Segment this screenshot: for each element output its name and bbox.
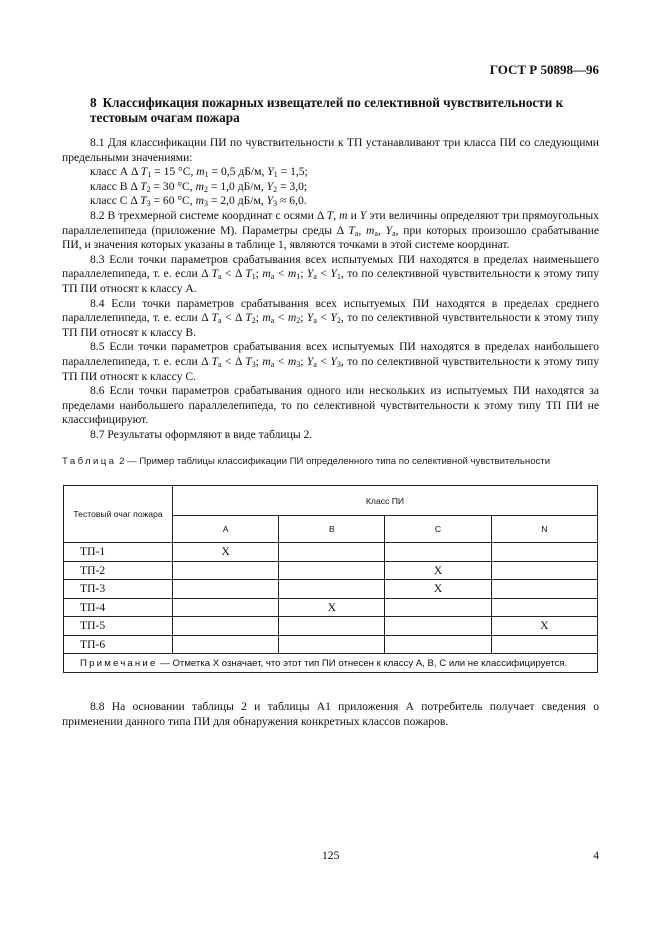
- section-title: Классификация пожарных извещателей по селективной чувствительности к тестовым очагам пожара: [90, 95, 564, 125]
- mark-cell: Х: [385, 561, 491, 580]
- paragraph-8-6: 8.6 Если точки параметров срабатывания одного или нескольких из испытуемых ПИ находятся за пределами наибольшего параллелепипеда, то по селективной чувствительности к этому типу ТП ПИ не классифицируют.: [62, 384, 599, 427]
- mark-cell: Х: [173, 543, 279, 562]
- fire-cell: ТП-1: [64, 543, 173, 562]
- mark-cell: [385, 617, 491, 636]
- mark-cell: [173, 617, 279, 636]
- mark-cell: [279, 580, 385, 599]
- mark-cell: [491, 635, 597, 654]
- mark-cell: [491, 580, 597, 599]
- closing-section: [62, 700, 599, 729]
- paragraph-8-1: 8.1 Для классификации ПИ по чувствительности к ТП устанавливают три класса ПИ со следующими предельными значениями:: [62, 136, 599, 164]
- table-row: [64, 580, 598, 599]
- classification-table: [63, 485, 598, 673]
- class-a-limits: класс А Δ $T_1 = 15$ °С, $m_1 = 0,5$ дБ/м, $Y_1 = 1,5$;: [90, 165, 308, 180]
- mark-cell: [491, 561, 597, 580]
- class-c-limits: класс С Δ $T_3 = 60$ °С, $m_3 = 2,0$ дБ/м, $Y_3 \approx 6,0$.: [90, 194, 307, 209]
- mark-cell: [385, 543, 491, 562]
- row-header-fire: Тестовый очаг пожара: [64, 486, 173, 543]
- mark-cell: [385, 598, 491, 617]
- column-header-a: А: [173, 516, 279, 543]
- paragraph-8-5: 8.5 Если точки параметров срабатывания всех испытуемых ПИ находятся в пределах наибольшего параллелепипеда, т. е. если Δ $T_a < \Delta$ $T_3$; $m_a < m_3$; $Y_a < Y_3$, то по селективной чувствительности к этому типу ТП ПИ относят к классу С.: [62, 340, 599, 383]
- table-note-row: [64, 654, 598, 673]
- note-label: Примечание: [80, 657, 158, 669]
- paragraph-8-4: 8.4 Если точки параметров срабатывания всех испытуемых ПИ находятся в пределах среднего параллелепипеда, т. е. если Δ $T_a < \Delta$ $T_2$; $m_a < m_2$; $Y_a < Y_2$, то по селективной чувствительности к этому типу ТП ПИ относят к классу В.: [62, 296, 599, 339]
- table-caption: [62, 456, 582, 468]
- mark-cell: [385, 635, 491, 654]
- table-row: [64, 543, 598, 562]
- mark-cell: [491, 543, 597, 562]
- mark-cell: [279, 561, 385, 580]
- table-row: [64, 561, 598, 580]
- paragraph-8-3: 8.3 Если точки параметров срабатывания всех испытуемых ПИ находятся в пределах наименьшего параллелепипеда, т. е. если Δ $T_a < \Delta$ $T_1$; $m_a < m_1$; $Y_a < Y_1$, то по селективной чувствительности к этому типу ТП ПИ относят к классу А.: [62, 252, 599, 295]
- paragraph-8-8: 8.8 На основании таблицы 2 и таблицы А1 приложения А потребитель получает сведения о применении данного типа ПИ для обнаружения конкретных классов пожаров.: [62, 700, 599, 728]
- mark-cell: [173, 580, 279, 599]
- note-text: — Отметка Х означает, что этот тип ПИ отнесен к классу А, В, С или не классифицируется.: [160, 657, 568, 669]
- fire-cell: ТП-3: [64, 580, 173, 599]
- fire-cell: ТП-6: [64, 635, 173, 654]
- table-label: Таблица: [62, 456, 117, 467]
- table-row: [64, 617, 598, 636]
- mark-cell: Х: [279, 598, 385, 617]
- column-header-b: В: [279, 516, 385, 543]
- section-heading: [90, 95, 610, 125]
- paragraph-8-7: 8.7 Результаты оформляют в виде таблицы 2.: [90, 427, 313, 441]
- mark-cell: Х: [491, 617, 597, 636]
- page-number: 125: [322, 849, 340, 862]
- table-row: [64, 635, 598, 654]
- section-body: [62, 136, 599, 442]
- section-number: 8: [90, 95, 97, 110]
- mark-cell: [491, 598, 597, 617]
- mark-cell: [279, 617, 385, 636]
- sheet-number: 4: [593, 849, 599, 862]
- table-note: [64, 654, 598, 673]
- column-header-n: N: [491, 516, 597, 543]
- column-header-c: С: [385, 516, 491, 543]
- fire-cell: ТП-5: [64, 617, 173, 636]
- mark-cell: [173, 635, 279, 654]
- table-caption-text: 2 — Пример таблицы классификации ПИ определенного типа по селективной чувствительности: [119, 456, 551, 467]
- fire-cell: ТП-4: [64, 598, 173, 617]
- column-group-header-class: Класс ПИ: [173, 486, 598, 516]
- table-row: [64, 598, 598, 617]
- class-b-limits: класс В Δ $T_2 = 30$ °С, $m_2 = 1,0$ дБ/м, $Y_2 = 3,0$;: [90, 179, 308, 194]
- fire-cell: ТП-2: [64, 561, 173, 580]
- mark-cell: Х: [385, 580, 491, 599]
- standard-designation: ГОСТ Р 50898—96: [489, 62, 599, 77]
- mark-cell: [279, 635, 385, 654]
- mark-cell: [173, 561, 279, 580]
- mark-cell: [279, 543, 385, 562]
- paragraph-8-2: 8.2 В трехмерной системе координат с осями Δ T, m и Y эти величины определяют три прямоугольных параллелепипеда (приложение М). Параметры среды Δ $T_a$, $m_a$, $Y_a$, при которых произошло срабатывание ПИ, и значения которых указаны в таблице 1, являются точками в этой системе координат.: [62, 208, 600, 252]
- mark-cell: [173, 598, 279, 617]
